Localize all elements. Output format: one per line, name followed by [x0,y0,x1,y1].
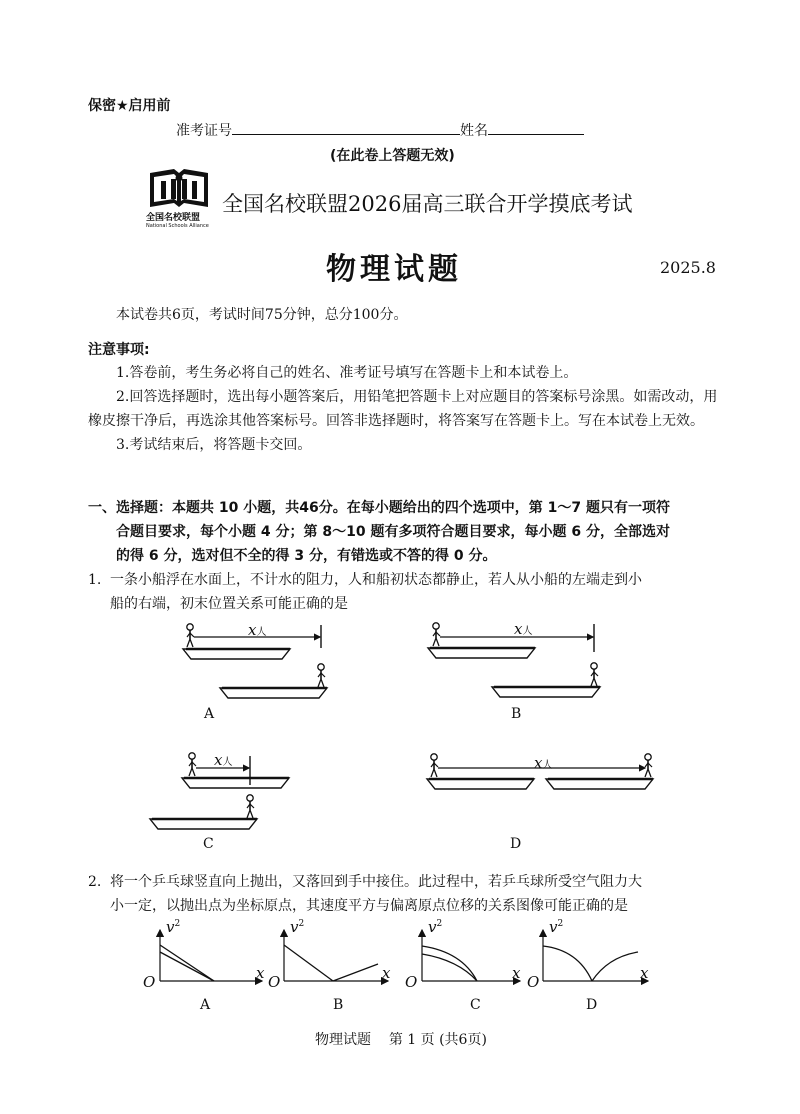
x-axis-label: x [382,964,391,982]
notice-list [88,361,724,457]
option-label-a: A [200,997,211,1013]
y-axis-label: $v^2$ [428,918,443,936]
notice-item: 3.考试结束后，将答题卡交回。 [116,437,312,453]
section-line: 一、选择题：本题共 10 小题，共46分。在每小题给出的四个选项中，第 1～7 题只有一项符 [88,500,670,516]
q2-graph-d [543,930,648,981]
origin-label: O [143,973,156,991]
person-icon [318,664,325,687]
option-label-d: D [586,997,598,1013]
question-text: 小一定，以抛出点为坐标原点，其速度平方与偏离原点位移的关系图像可能正确的是 [110,898,628,914]
x-label: x人 [514,620,533,638]
option-label-c: C [470,997,481,1013]
x-label: x人 [534,754,553,772]
logo-english: National Schools Alliance [146,223,209,229]
q2-graph-a [160,930,265,982]
question-1 [88,568,728,616]
origin-label: O [527,973,540,991]
person-icon [645,754,652,777]
x-label: x人 [248,621,267,639]
y-axis-label: $v^2$ [290,918,305,936]
page-footer: 物理试题 第 1 页 (共6页) [315,1032,487,1048]
section-line: 合题目要求，每个小题 4 分；第 8～10 题有多项符合题目要求，每小题 6 分，全部选对 [116,524,670,540]
confidential-mark: 保密★启用前 [88,98,171,114]
option-label-c: C [203,836,214,852]
question-text: 将一个乒乓球竖直向上抛出，又落回到手中接住。此过程中，若乒乓球所受空气阻力大 [110,874,642,890]
notice-item: 1.答卷前，考生务必将自己的姓名、准考证号填写在答题卡上和本试卷上。 [116,365,578,381]
section-line: 的得 6 分，选对但不全的得 3 分，有错选或不答的得 0 分。 [116,548,497,564]
option-label-b: B [511,706,522,722]
exam-title: 全国名校联盟2026届高三联合开学摸底考试 [222,192,633,216]
person-icon [431,754,438,777]
candidate-info-line [176,120,584,140]
question-number: 2. [88,874,102,890]
origin-label: O [268,973,281,991]
x-axis-label: x [512,964,521,982]
y-axis-label: $v^2$ [166,918,181,936]
y-axis-label: $v^2$ [549,918,564,936]
question-text: 船的右端，初末位置关系可能正确的是 [110,596,348,612]
x-label: x人 [214,751,233,769]
notice-heading: 注意事项: [88,342,150,358]
logo-name: 全国名校联盟 [146,213,201,223]
option-label-b: B [333,997,344,1013]
q2-graph-c [422,930,520,981]
exam-date: 2025.8 [660,258,716,277]
id-label: 准考证号 [176,123,232,139]
person-icon [189,753,196,776]
exam-intro: 本试卷共6页，考试时间75分钟，总分100分。 [116,307,408,323]
x-axis-label: x [256,964,265,982]
section-1-instructions [88,496,728,568]
person-icon [247,795,254,818]
invalid-note: (在此卷上答题无效) [330,148,455,164]
person-icon [433,623,440,646]
origin-label: O [405,973,418,991]
question-2 [88,870,728,918]
option-label-d: D [510,836,522,852]
name-blank [488,120,584,135]
name-label: 姓名 [460,123,488,139]
id-blank [232,120,460,135]
person-icon [591,663,598,686]
subject-title: 物理试题 [326,252,462,287]
option-label-a: A [204,706,215,722]
person-icon [187,624,194,647]
q2-graph-b [284,930,391,982]
question-text: 一条小船浮在水面上，不计水的阻力，人和船初状态都静止，若人从小船的左端走到小 [110,572,642,588]
x-axis-label: x [640,964,649,982]
question-number: 1. [88,572,102,588]
notice-item: 2.回答选择题时，选出每小题答案后，用铅笔把答题卡上对应题目的答案标号涂黑。如需改动，用橡皮擦干净后，再选涂其他答案标号。回答非选择题时，将答案写在答题卡上。写在本试卷上无效。 [88,389,718,429]
